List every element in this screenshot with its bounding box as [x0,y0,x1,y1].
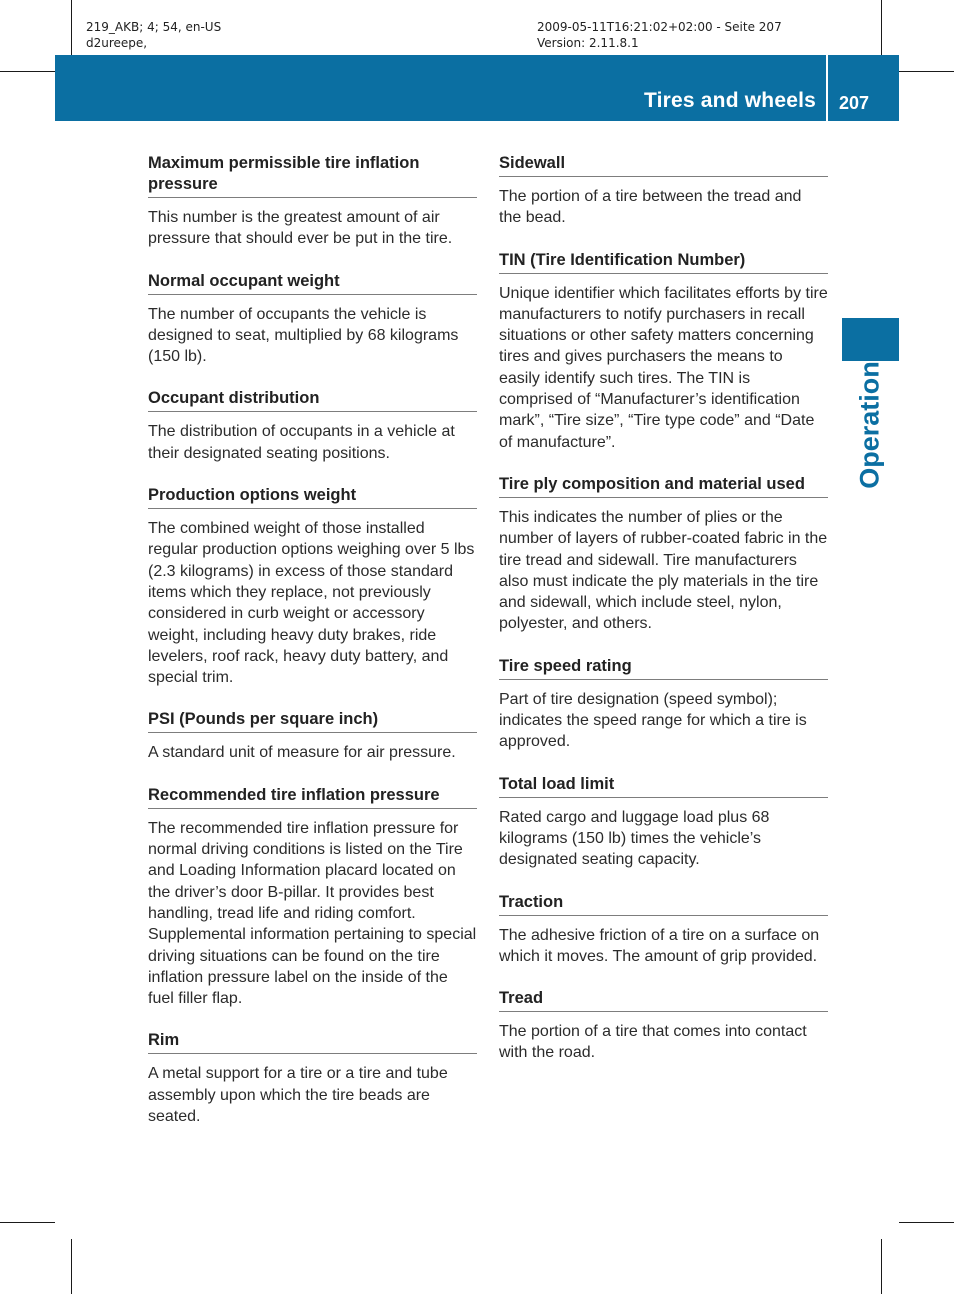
entry-title: Tire speed rating [499,656,828,680]
print-meta-left [86,19,221,51]
glossary-entry [499,988,828,1064]
entry-title: Maximum permissible tire inflation pressure [148,153,477,198]
entry-title: Normal occupant weight [148,271,477,295]
glossary-entry [499,774,828,871]
crop-mark [881,0,882,55]
glossary-entry [499,250,828,453]
crop-mark [899,1222,954,1223]
meta-left-line1: 219_AKB; 4; 54, en-US [86,20,222,34]
glossary-entry [148,153,477,250]
crop-mark [71,0,72,55]
entry-title: Total load limit [499,774,828,798]
crop-mark [71,1239,72,1294]
entry-body: Rated cargo and luggage load plus 68 kilograms (150 lb) times the vehicle’s designated seating capacity. [499,808,770,869]
glossary-entry [499,474,828,635]
meta-right-line1: 2009-05-11T16:21:02+02:00 - Seite 207 [537,20,782,34]
glossary-entry [148,709,477,763]
entry-body: This indicates the number of plies or the number of layers of rubber-coated fabric in the tire tread and sidewall. Tire manufacturers also must indicate the ply materials in the tire and sidewall, which include steel, nylon, polyester, and others. [499,508,828,633]
entry-body: The portion of a tire between the tread and the bead. [499,188,802,227]
entry-body: A standard unit of measure for air pressure. [148,744,456,762]
entry-body: Unique identifier which facilitates efforts by tire manufacturers to notify purchasers in recall situations or other safety matters concerning tires and gives purchasers the means to easily identify such tires. The TIN is comprised of “Manufacturer’s identification mark”, “Tire size”, “Tire type code” and “Date of manufacture”. [499,284,828,451]
crop-mark [899,71,954,72]
entry-title: Recommended tire inflation pressure [148,785,477,809]
header-divider [826,55,828,121]
entry-body: The adhesive friction of a tire on a surface on which it moves. The amount of grip provided. [499,926,820,965]
entry-body: The number of occupants the vehicle is designed to seat, multiplied by 68 kilograms (150 lb). [148,305,459,366]
entry-body: The combined weight of those installed regular production options weighing over 5 lbs (2.3 kilograms) in excess of those standard items which they replace, not previously considered in curb weight or accessory weight, including heavy duty brakes, ride levelers, roof rack, heavy duty battery, and special trim. [148,520,475,687]
chapter-label-text: Operation [854,361,885,489]
entry-body: The portion of a tire that comes into contact with the road. [499,1023,807,1062]
glossary-entry [499,656,828,753]
entry-body: This number is the greatest amount of air pressure that should ever be put in the tire. [148,209,453,248]
entry-title: Production options weight [148,485,477,509]
meta-left-line2: d2ureepe, [86,36,148,50]
glossary-entry [148,1030,477,1127]
crop-mark [0,71,55,72]
right-column [499,153,828,1085]
section-title: Tires and wheels [643,89,816,112]
entry-title: Occupant distribution [148,388,477,412]
entry-title: PSI (Pounds per square inch) [148,709,477,733]
entry-title: TIN (Tire Identification Number) [499,250,828,274]
entry-title: Sidewall [499,153,828,177]
entry-title: Tire ply composition and material used [499,474,828,498]
crop-mark [881,1239,882,1294]
glossary-entry [148,388,477,464]
chapter-tab [842,318,899,361]
entry-title: Tread [499,988,828,1012]
glossary-entry [499,153,828,229]
glossary-entry [499,892,828,968]
entry-title: Traction [499,892,828,916]
glossary-entry [148,785,477,1010]
entry-body: The recommended tire inflation pressure for normal driving conditions is listed on the Tire and Loading Information placard located on the driver’s door B-pillar. It provides best handling, tread life and riding comfort. Supplemental information pertaining to special driving situations can be found on the tire inflation pressure label on the inside of the fuel filler flap. [148,819,477,1008]
meta-right-line2: Version: 2.11.8.1 [537,36,639,50]
entry-title: Rim [148,1030,477,1054]
glossary-entry [148,485,477,688]
entry-body: A metal support for a tire or a tire and tube assembly upon which the tire beads are seated. [148,1065,448,1126]
page-number: 207 [839,93,870,113]
left-column [148,153,477,1148]
glossary-entry [148,271,477,368]
print-meta-right [537,19,782,51]
entry-body: The distribution of occupants in a vehicle at their designated seating positions. [148,423,455,462]
section-header-bar [55,55,899,121]
entry-body: Part of tire designation (speed symbol); indicates the speed range for which a tire is approved. [499,690,807,751]
crop-mark [0,1222,55,1223]
